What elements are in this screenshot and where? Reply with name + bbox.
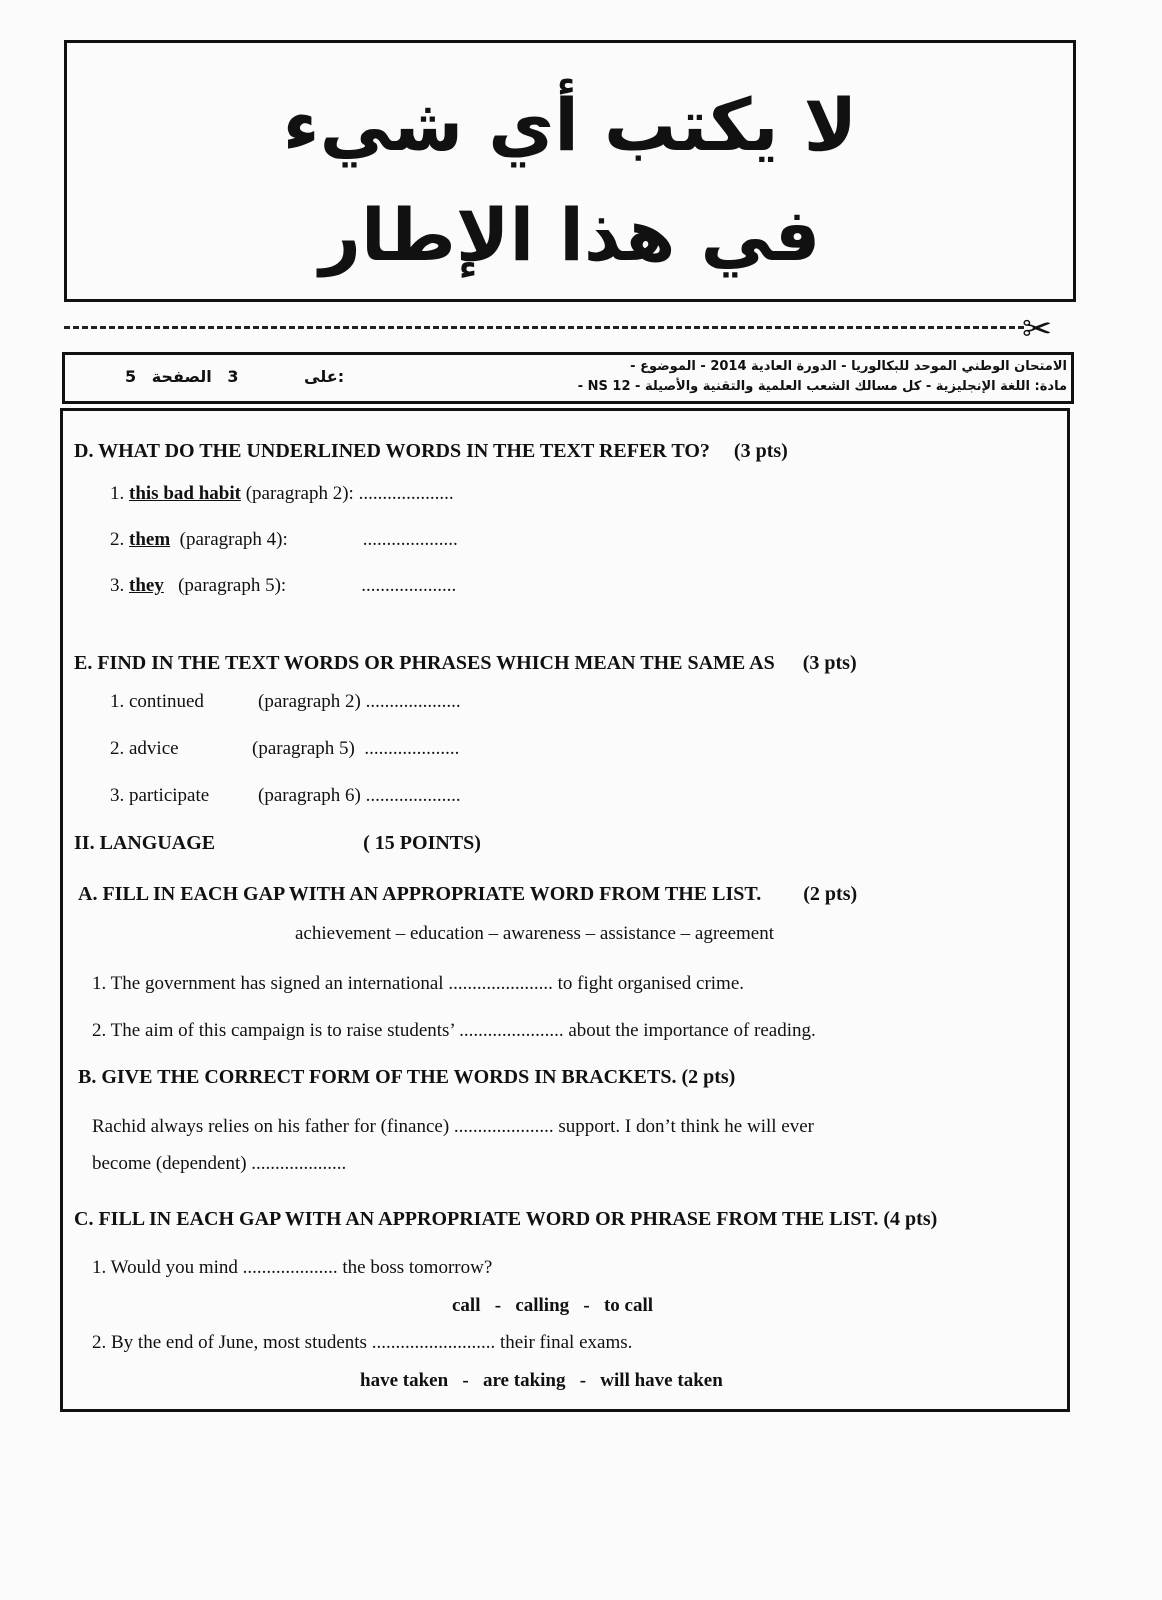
section-a-title: A. FILL IN EACH GAP WITH AN APPROPRIATE WORD FROM THE LIST. (2 pts) [78,883,858,905]
page-total: 5 [125,367,137,386]
banner-line-2: في هذا الإطار [319,193,821,277]
a-item-2: 2. The aim of this campaign is to raise students’ ...................... about the importance of reading. [92,1020,816,1041]
d-item-1: 1. this bad habit (paragraph 2): .................... [110,483,454,504]
d-item-3: 3. they (paragraph 5): .................... [110,575,457,596]
section-b-title: B. GIVE THE CORRECT FORM OF THE WORDS IN BRACKETS. (2 pts) [78,1066,736,1088]
language-title: II. LANGUAGE ( 15 POINTS) [74,832,481,854]
e-item-2: 2. advice (paragraph 5) .................... [110,738,460,759]
scissors-icon: ✂ [1022,309,1053,349]
c-options-1: call - calling - to call [452,1295,654,1316]
e-item-1: 1. continued (paragraph 2) .................... [110,691,461,712]
c-question-2: 2. By the end of June, most students .......................... their final exams. [92,1332,633,1353]
a-word-list: achievement – education – awareness – assistance – agreement [295,923,775,944]
c-options-2: have taken - are taking - will have taken [360,1370,723,1391]
d-item-2: 2. them (paragraph 4): .................... [110,529,458,550]
b-line-1: Rachid always relies on his father for (finance) ..................... support. I don’t think he will ever [92,1116,814,1137]
section-c-title: C. FILL IN EACH GAP WITH AN APPROPRIATE WORD OR PHRASE FROM THE LIST. (4 pts) [74,1208,938,1230]
a-item-1: 1. The government has signed an international ...................... to fight organised crime. [92,973,745,994]
section-d-title: D. WHAT DO THE UNDERLINED WORDS IN THE TEXT REFER TO? (3 pts) [74,440,788,462]
page-indicator [125,367,344,386]
banner-line-1: لا يكتب أي شيء [282,83,858,167]
section-e-title: E. FIND IN THE TEXT WORDS OR PHRASES WHICH MEAN THE SAME AS (3 pts) [74,652,857,674]
c-question-1: 1. Would you mind .................... the boss tomorrow? [92,1257,493,1278]
page-of: على [304,367,338,386]
e-item-3: 3. participate (paragraph 6) .................... [110,785,461,806]
exam-title: الامتحان الوطني الموحد للبكالوريا - الدورة العادية 2014 - الموضوع - [630,359,1067,374]
page-label: الصفحة: [151,367,345,386]
exam-header [62,352,1074,404]
cut-line [64,326,1024,329]
b-line-2: become (dependent) .................... [92,1153,347,1174]
exam-subject: مادة: اللغة الإنجليزية - كل مسالك الشعب العلمية والتقنية والأصيلة - NS 12 - [577,379,1067,394]
do-not-write-box [64,40,1076,302]
page-num: 3 [227,367,239,386]
